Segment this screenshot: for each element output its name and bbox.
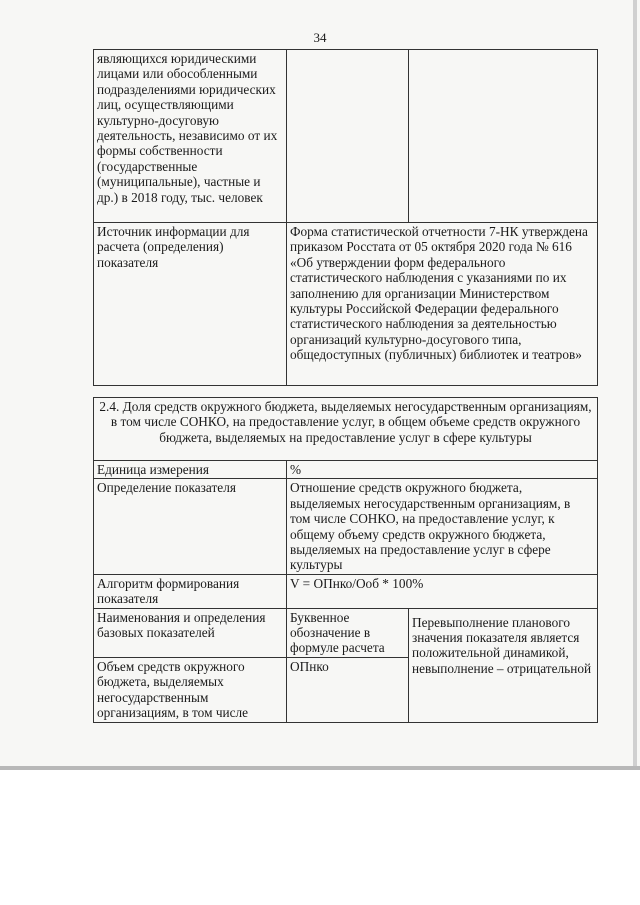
dynamics-note: Перевыполнение планового значения показателя является положительной динамикой, невыполнение – отрицательной [409,608,598,722]
symbol-header: Буквенное обозначение в формуле расчета [287,608,409,657]
table-row [94,479,598,574]
source-label: Источник информации для расчета (определения) показателя [94,223,287,386]
empty-cell [287,50,409,223]
table-row [94,398,598,461]
table-row [94,608,598,657]
empty-cell [409,50,598,223]
table-row [94,50,598,223]
page-number: 34 [313,30,327,45]
table-row [94,574,598,608]
table-row [94,461,598,479]
algorithm-formula: V = ОПнко/Ооб * 100% [287,574,598,608]
scan-edge-bottom [0,766,640,770]
base-names-header: Наименования и определения базовых показателей [94,608,287,657]
source-value: Форма статистической отчетности 7-НК утверждена приказом Росстата от 05 октября 2020 года № 616 «Об утверждении форм федерального статистического наблюдения с указаниями по их заполнению для организации Министерством культуры Российской Федерации федерального статистического наблюдения за деятельностью организаций культурно-досугового типа, общедоступных (публичных) библиотек и театров» [287,223,598,386]
scan-edge-right [633,0,637,770]
unit-label: Единица измерения [94,461,287,479]
indicator-table-2-4 [93,397,598,723]
table-row [94,223,598,386]
unit-value: % [287,461,598,479]
indicator-name-continuation: являющихся юридическими лицами или обособленными подразделениями юридических лиц, осуществляющими культурно-досуговую деятельность, независимо от их формы собственности (государственные (муниципальные), частные и др.) в 2018 году, тыс. человек [94,50,287,223]
definition-label: Определение показателя [94,479,287,574]
algorithm-label: Алгоритм формирования показателя [94,574,287,608]
definition-value: Отношение средств окружного бюджета, выделяемых негосударственным организациям, в том числе СОНКО, на предоставление услуг, к общему объему средств окружного бюджета, выделяемых на предоставление услуг в сфере культуры [287,479,598,574]
indicator-heading: 2.4. Доля средств окружного бюджета, выделяемых негосударственным организациям, в том числе СОНКО, на предоставление услуг, в общем объеме средств окружного бюджета, выделяемых на предоставление услуг в сфере культуры [94,398,598,461]
volume-symbol: ОПнко [287,657,409,722]
volume-label: Объем средств окружного бюджета, выделяемых негосударственным организациям, в том числе [94,657,287,722]
indicator-table-continued [93,49,598,386]
